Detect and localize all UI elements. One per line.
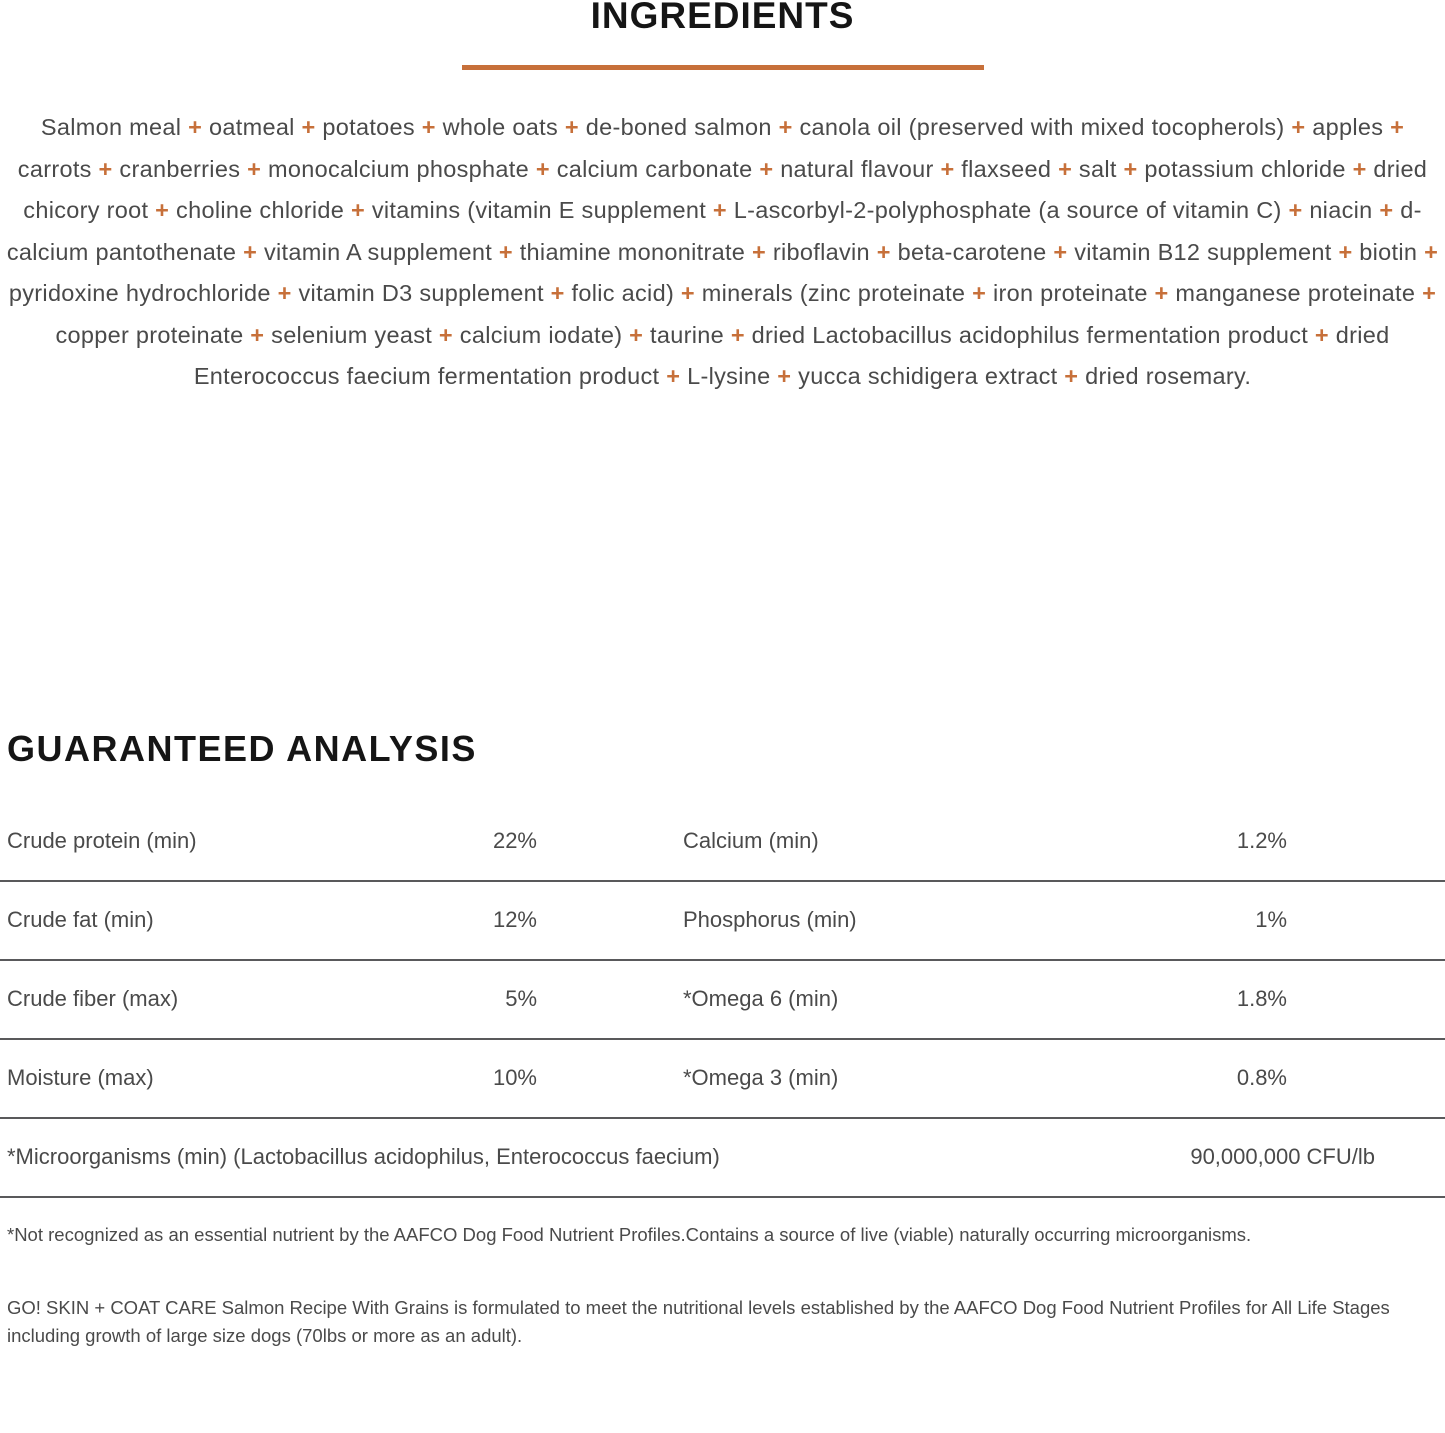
plus-separator: + bbox=[543, 280, 572, 306]
plus-separator: + bbox=[723, 321, 752, 348]
formulation-statement: GO! SKIN + COAT CARE Salmon Recipe With Grains is formulated to meet the nutritional levels established by the AAFCO Dog Food Nutrient Profiles for All Life Stages including growth of large size dogs (70lbs or more as an adult). bbox=[7, 1296, 1390, 1346]
analysis-row bbox=[0, 961, 1445, 1040]
plus-separator: + bbox=[1116, 155, 1145, 182]
ingredients-section bbox=[0, 0, 1445, 398]
analysis-row bbox=[0, 1040, 1445, 1119]
plus-separator: + bbox=[243, 321, 272, 348]
aafco-footnote: *Not recognized as an essential nutrient by the AAFCO Dog Food Nutrient Profiles.Contains a source of live (viable) naturally occurring microorganisms. bbox=[7, 1223, 1252, 1245]
plus-separator: + bbox=[1281, 197, 1310, 223]
plus-separator: + bbox=[492, 238, 520, 265]
plus-separator: + bbox=[1331, 238, 1360, 265]
analysis-label: Phosphorus (min) bbox=[683, 907, 857, 932]
analysis-label: Crude fat (min) bbox=[7, 907, 154, 932]
plus-separator: + bbox=[414, 114, 443, 140]
guaranteed-analysis-title: GUARANTEED ANALYSIS bbox=[7, 727, 477, 769]
plus-separator: + bbox=[529, 155, 557, 182]
plus-separator: + bbox=[622, 321, 651, 348]
analysis-label: Moisture (max) bbox=[7, 1065, 154, 1090]
analysis-row-microorganisms bbox=[0, 1119, 1445, 1198]
plus-separator: + bbox=[1051, 155, 1079, 182]
analysis-value: 10% bbox=[492, 1065, 537, 1090]
plus-separator: + bbox=[270, 280, 299, 306]
plus-separator: + bbox=[771, 114, 800, 140]
analysis-value: 1.2% bbox=[1236, 828, 1287, 853]
ingredients-text: Salmon meal + oatmeal + potatoes + whole oats + de-boned salmon + canola oil (preserved with mixed tocopherols) + apples + carrots + cranberries + monocalcium phosphate + calcium carbonate + natural flavour + flaxseed + salt + potassium chloride + dried chicory root + choline chloride + vitamins (vitamin E supplement + L-ascorbyl-2-polyphosphate (a source of vitamin C) + niacin + d-calcium pantothenate + vitamin A supplement + thiamine mononitrate + riboflavin + beta-carotene + vitamin B12 supplement + biotin + pyridoxine hydrochloride + vitamin D3 supplement + folic acid) + minerals (zinc proteinate + iron proteinate + manganese proteinate + copper proteinate + selenium yeast + calcium iodate) + taurine + dried Lactobacillus acidophilus fermentation product + dried Enterococcus faecium fermentation product + L-lysine + yucca schidigera extract + dried rosemary. bbox=[6, 114, 1439, 389]
analysis-label: Crude fiber (max) bbox=[7, 986, 179, 1011]
plus-separator: + bbox=[1057, 363, 1086, 389]
orange-rule-divider bbox=[462, 65, 984, 70]
plus-separator: + bbox=[294, 114, 323, 140]
analysis-value: 1% bbox=[1255, 907, 1287, 932]
plus-separator: + bbox=[1345, 155, 1374, 182]
analysis-value: 1.8% bbox=[1236, 986, 1287, 1011]
guaranteed-analysis-section bbox=[0, 728, 1445, 1198]
analysis-row bbox=[0, 882, 1445, 961]
plus-separator: + bbox=[91, 155, 120, 182]
plus-separator: + bbox=[933, 155, 962, 182]
plus-separator: + bbox=[558, 114, 586, 140]
plus-separator: + bbox=[770, 363, 799, 389]
plus-separator: + bbox=[1147, 280, 1176, 306]
analysis-label: *Omega 3 (min) bbox=[683, 1065, 839, 1090]
plus-separator: + bbox=[965, 280, 993, 306]
analysis-label: *Omega 6 (min) bbox=[683, 986, 839, 1011]
analysis-label: *Microorganisms (min) (Lactobacillus acidophilus, Enterococcus faecium) bbox=[7, 1144, 720, 1169]
analysis-row bbox=[0, 803, 1445, 882]
analysis-value: 22% bbox=[492, 828, 537, 853]
plus-separator: + bbox=[1372, 197, 1401, 223]
plus-separator: + bbox=[674, 280, 702, 306]
plus-separator: + bbox=[869, 238, 898, 265]
plus-separator: + bbox=[745, 238, 773, 265]
plus-separator: + bbox=[1284, 114, 1313, 140]
plus-separator: + bbox=[148, 197, 177, 223]
plus-separator: + bbox=[240, 155, 268, 182]
analysis-value: 12% bbox=[492, 907, 537, 932]
analysis-value: 5% bbox=[505, 986, 537, 1011]
plus-separator: + bbox=[236, 238, 264, 265]
analysis-value: 0.8% bbox=[1236, 1065, 1287, 1090]
plus-separator: + bbox=[1383, 114, 1405, 140]
analysis-label: Crude protein (min) bbox=[7, 828, 197, 853]
analysis-value: 90,000,000 CFU/lb bbox=[1190, 1144, 1375, 1169]
plus-separator: + bbox=[1415, 280, 1437, 306]
plus-separator: + bbox=[1417, 238, 1439, 265]
plus-separator: + bbox=[1046, 238, 1075, 265]
plus-separator: + bbox=[752, 155, 781, 182]
guaranteed-analysis-table bbox=[0, 803, 1445, 1198]
plus-separator: + bbox=[1308, 321, 1336, 348]
plus-separator: + bbox=[706, 197, 734, 223]
plus-separator: + bbox=[181, 114, 209, 140]
ingredients-title: INGREDIENTS bbox=[590, 0, 855, 36]
plus-separator: + bbox=[344, 197, 372, 223]
analysis-label: Calcium (min) bbox=[683, 828, 819, 853]
plus-separator: + bbox=[432, 321, 460, 348]
plus-separator: + bbox=[659, 363, 688, 389]
